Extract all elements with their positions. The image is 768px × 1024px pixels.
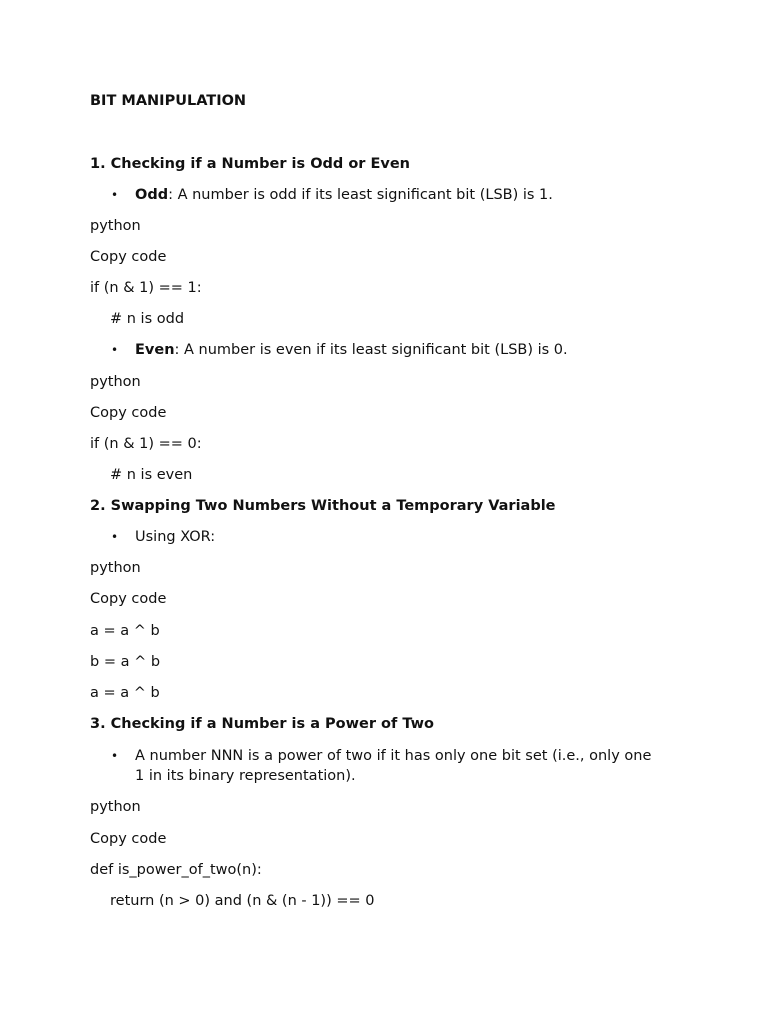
- code-comment: # n is odd: [110, 311, 185, 327]
- bullet-dot: •: [111, 530, 119, 544]
- bullet-dot: •: [111, 749, 119, 763]
- code-comment: # n is even: [110, 467, 193, 483]
- bullet-text-line-2: 1 in its binary representation).: [135, 768, 356, 784]
- copy-code-button[interactable]: Copy code: [90, 831, 167, 847]
- xor-bullet-text: Using XOR:: [135, 529, 216, 545]
- bullet-text-line-1: A number NNN is a power of two if it has only one bit set (i.e., only one: [135, 748, 652, 764]
- even-term: Even: [135, 342, 175, 358]
- odd-description: : A number is odd if its least significant bit (LSB) is 1.: [168, 187, 553, 203]
- code-language-label: python: [90, 799, 141, 815]
- code-line: a = a ^ b: [90, 685, 160, 701]
- bullet-dot: •: [111, 343, 119, 357]
- code-line: b = a ^ b: [90, 654, 161, 670]
- code-line: a = a ^ b: [90, 623, 160, 639]
- bullet-dot: •: [111, 188, 119, 202]
- code-line: return (n > 0) and (n & (n - 1)) == 0: [110, 893, 375, 909]
- document-title: BIT MANIPULATION: [90, 93, 247, 109]
- copy-code-button[interactable]: Copy code: [90, 405, 167, 421]
- section-3-heading: 3. Checking if a Number is a Power of Two: [90, 716, 435, 732]
- code-line: def is_power_of_two(n):: [90, 862, 262, 878]
- copy-code-button[interactable]: Copy code: [90, 591, 167, 607]
- even-description: : A number is even if its least significant bit (LSB) is 0.: [174, 342, 568, 358]
- section-1-heading: 1. Checking if a Number is Odd or Even: [90, 156, 410, 172]
- code-line: if (n & 1) == 0:: [90, 436, 202, 452]
- code-line: if (n & 1) == 1:: [90, 280, 202, 296]
- odd-term: Odd: [135, 187, 169, 203]
- code-language-label: python: [90, 218, 141, 234]
- code-language-label: python: [90, 560, 141, 576]
- copy-code-button[interactable]: Copy code: [90, 249, 167, 265]
- code-language-label: python: [90, 374, 141, 390]
- section-2-heading: 2. Swapping Two Numbers Without a Temporary Variable: [90, 498, 556, 514]
